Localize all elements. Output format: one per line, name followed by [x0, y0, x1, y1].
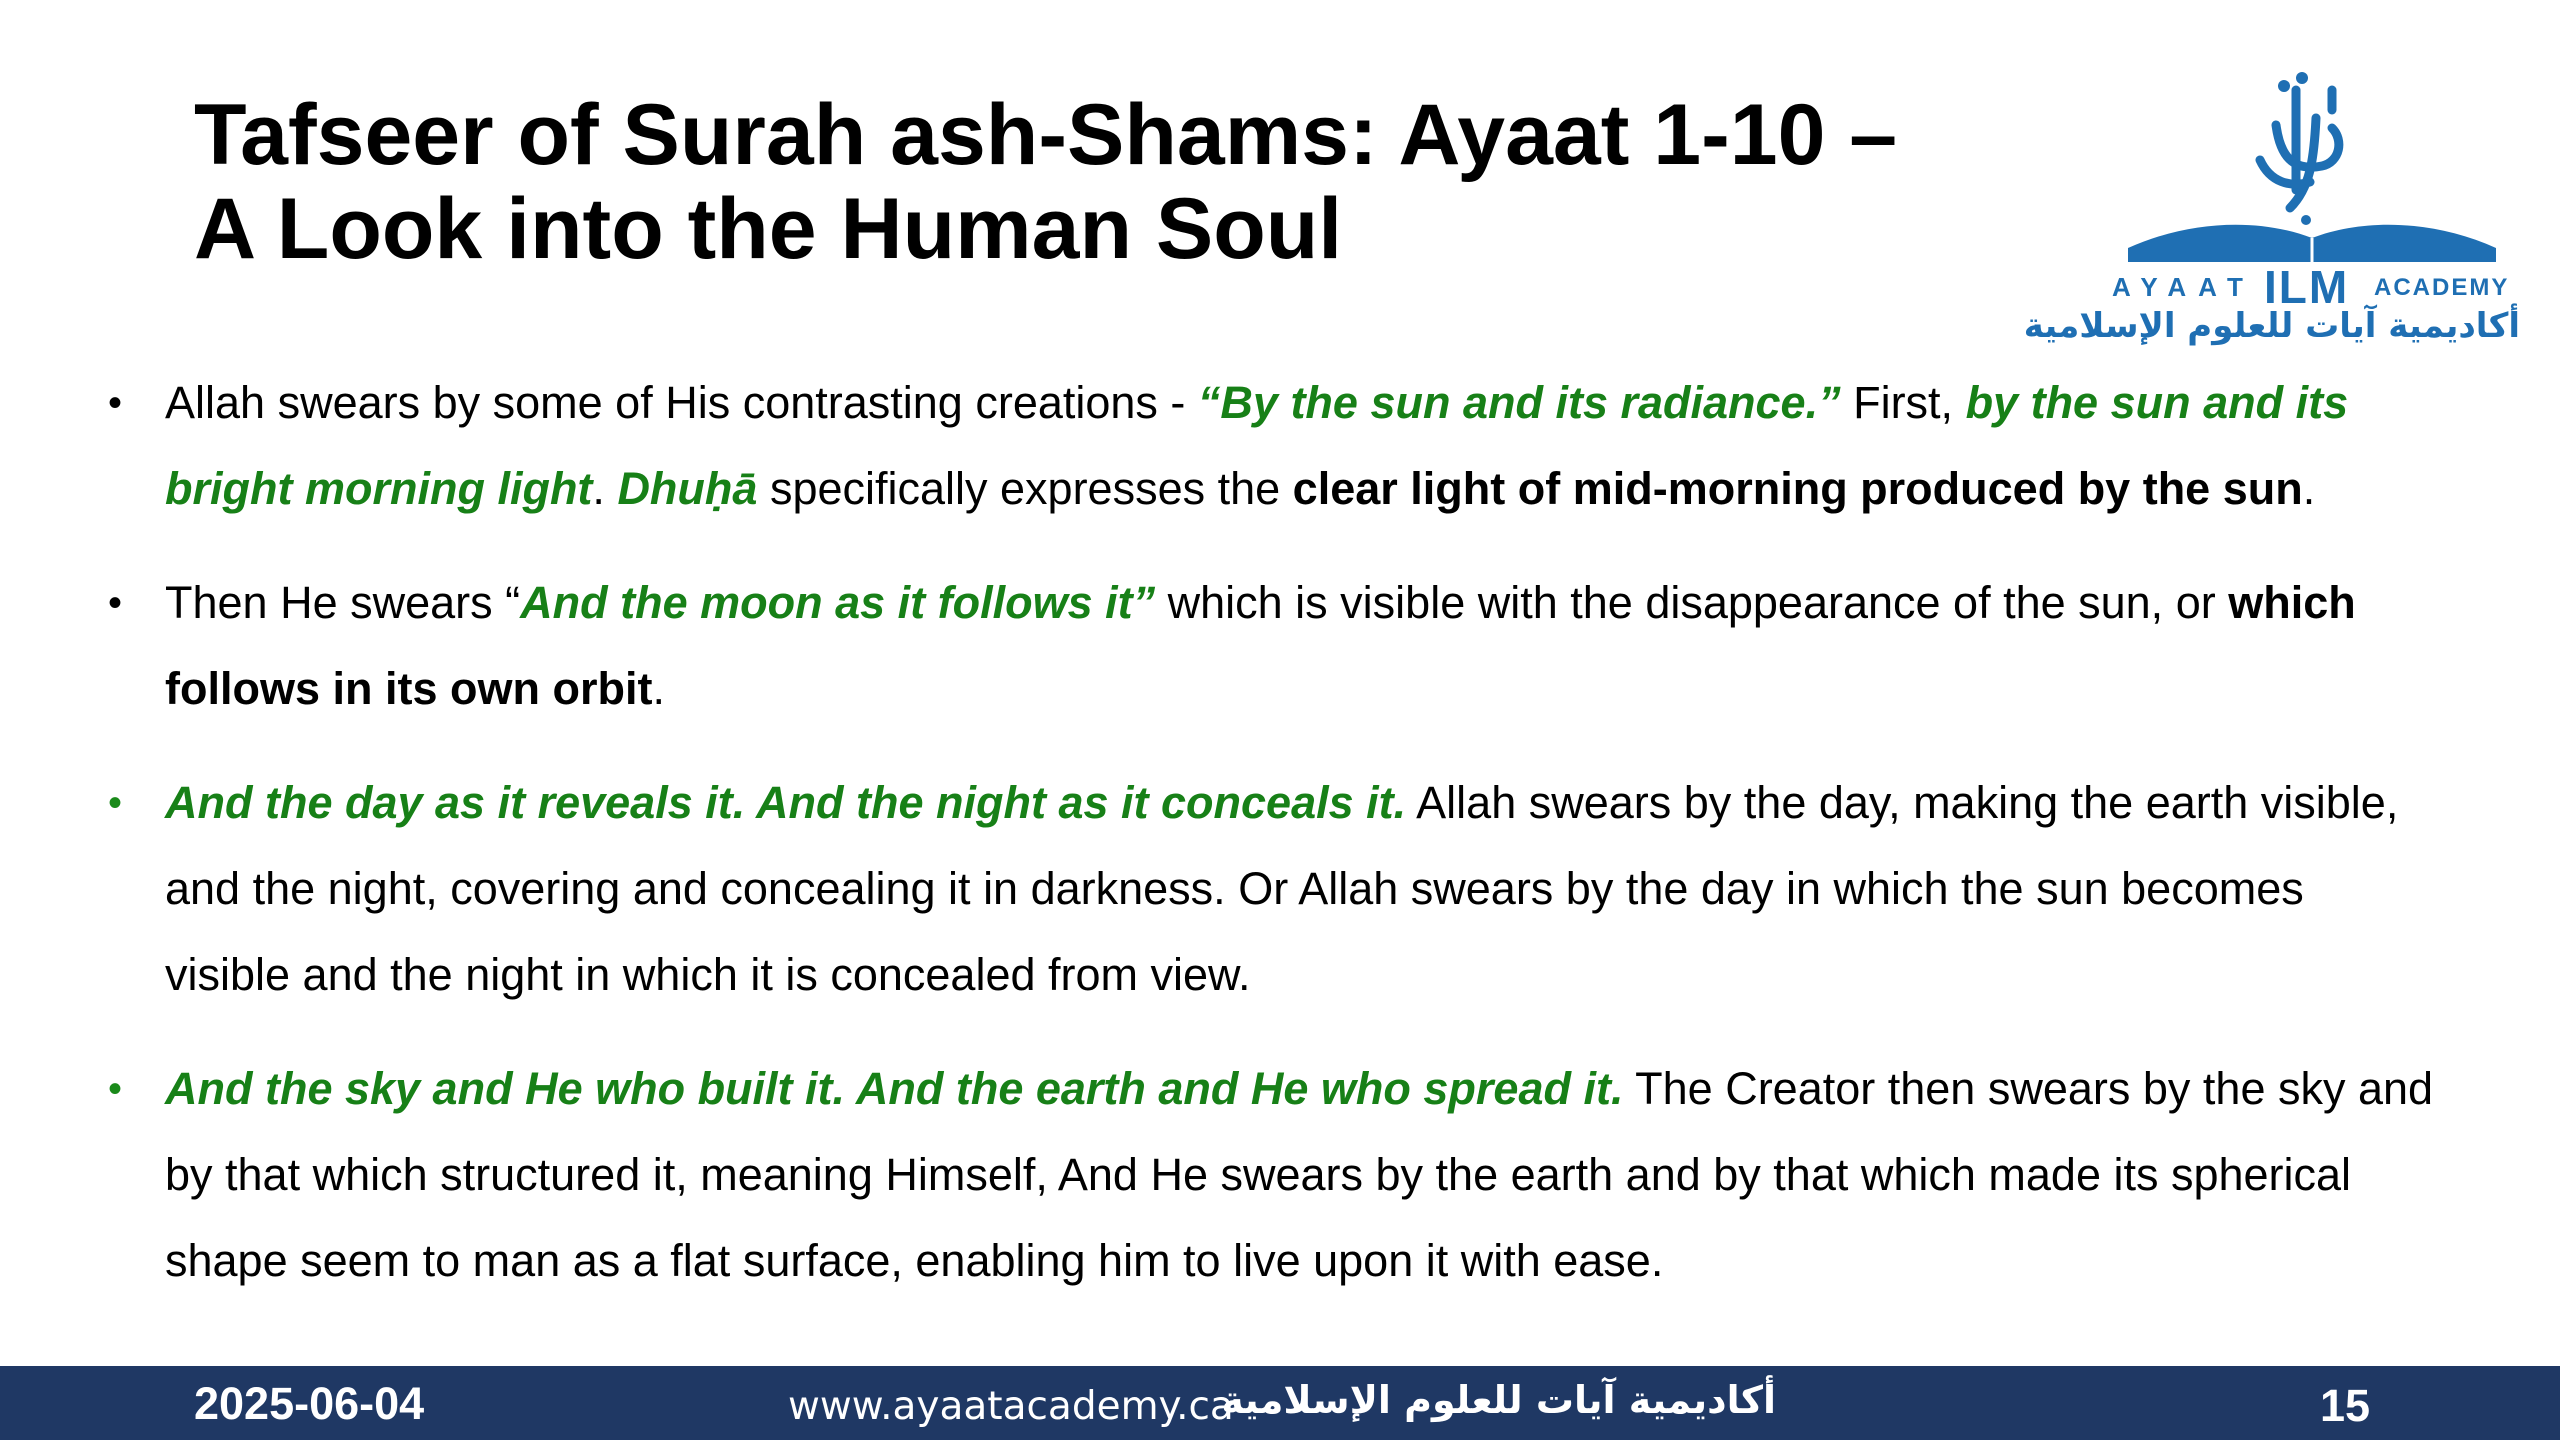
slide-number: 15: [2319, 1380, 2370, 1431]
bullet-text: Then He swears “: [165, 577, 521, 628]
bullet-marker: •: [108, 1067, 123, 1111]
quran-quote: by the sun and its bright morning light: [165, 377, 2349, 514]
footer-bar: [0, 1366, 2560, 1440]
quran-quote: And the moon as it follows it”: [520, 577, 1156, 628]
bullet-text: The Creator then swears by the sky and by that which structured it, meaning Himself, And He swears by the earth and by that which made its spherical shape seem to man as a flat surface, enabling him to live upon it with ease.: [165, 1063, 2434, 1286]
academy-logo: [2023, 70, 2520, 360]
quran-quote: “By the sun and its radiance.”: [1197, 377, 1841, 428]
bullet-sun: [108, 360, 2438, 532]
bullet-sky-earth: [108, 1046, 2438, 1304]
bullet-text: specifically expresses the: [757, 463, 1293, 514]
bullet-list: [108, 360, 2438, 1332]
footer-date: 2025-06-04: [194, 1378, 425, 1429]
bullet-text: .: [2302, 463, 2316, 514]
logo-word-ayaat: AYAAT: [2112, 272, 2255, 302]
slide-title: [194, 88, 1954, 276]
bullet-marker: •: [108, 381, 123, 425]
logo-arabic-name: أكاديمية آيات للعلوم الإسلامية: [2023, 306, 2520, 346]
title-line-1: Tafseer of Surah ash-Shams: Ayaat 1-10 –: [194, 87, 1898, 183]
emphasis-text: clear light of mid-morning produced by the sun: [1292, 463, 2303, 514]
bullet-marker: •: [108, 581, 123, 625]
bullet-day-night: [108, 760, 2438, 1018]
bullet-text: Allah swears by the day, making the earth visible, and the night, covering and concealing it in darkness. Or Allah swears by the day in which the sun becomes visible and the night in which it is concealed from view.: [165, 777, 2399, 1000]
logo-word-academy: ACADEMY: [2374, 274, 2510, 301]
bullet-text: .: [592, 463, 618, 514]
bullet-text: .: [652, 663, 665, 714]
bullet-text: First,: [1840, 377, 1966, 428]
bullet-marker: •: [108, 781, 123, 825]
quran-quote: And the day as it reveals it. And the night as it conceals it.: [165, 777, 1407, 828]
footer-website-link[interactable]: www.ayaatacademy.ca: [788, 1384, 1234, 1429]
bullet-moon: [108, 560, 2438, 732]
book-calligraphy-icon: [2100, 70, 2520, 270]
bullet-text: Allah swears by some of His contrasting creations -: [165, 377, 1198, 428]
title-line-2: A Look into the Human Soul: [194, 181, 1343, 277]
emphasis-text: which follows in its own orbit: [165, 577, 2356, 714]
bullet-text: which is visible with the disappearance of the sun, or: [1155, 577, 2229, 628]
quran-quote: And the sky and He who built it. And the earth and He who spread it.: [165, 1063, 1624, 1114]
arabic-term: Dhuḥā: [617, 463, 758, 514]
footer-arabic-name: أكاديمية آيات للعلوم الإسلامية: [1221, 1378, 1776, 1422]
logo-word-ilm: ILM: [2264, 261, 2350, 313]
